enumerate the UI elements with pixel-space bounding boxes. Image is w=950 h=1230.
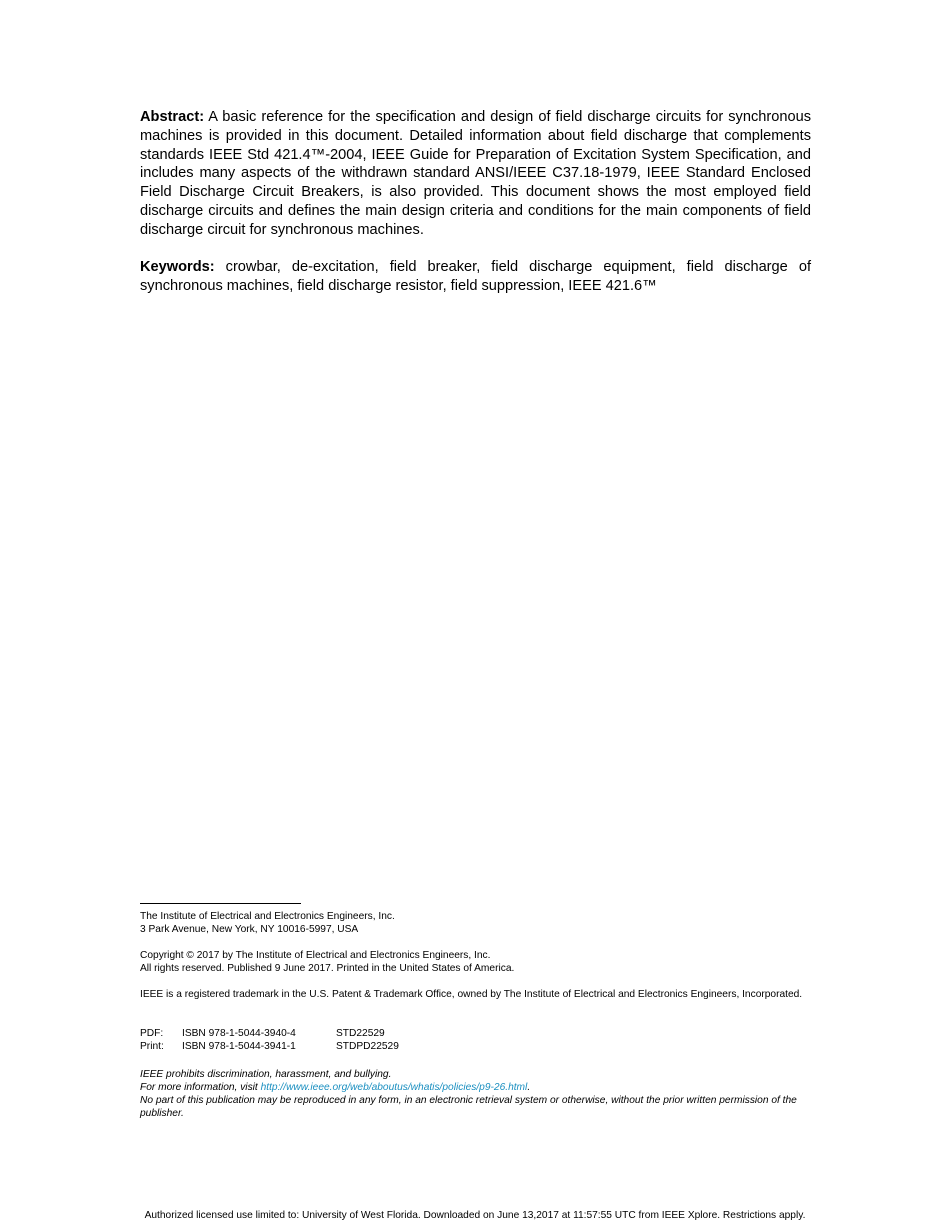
more-info-line xyxy=(140,1081,811,1094)
isbn-format-label: Print: xyxy=(140,1041,164,1052)
more-info-suffix: . xyxy=(527,1082,531,1093)
abstract-section xyxy=(140,108,811,240)
keywords-paragraph xyxy=(140,258,811,296)
publisher-name: The Institute of Electrical and Electronics Engineers, Inc. xyxy=(140,911,395,922)
more-info-prefix: For more information, visit xyxy=(140,1082,261,1093)
keywords-section xyxy=(140,258,811,296)
abstract-paragraph xyxy=(140,108,811,240)
policy-link[interactable]: http://www.ieee.org/web/aboutus/whatis/policies/p9-26.html xyxy=(260,1082,528,1093)
rights-line: All rights reserved. Published 9 June 2017. Printed in the United States of America. xyxy=(140,963,515,974)
isbn-number: ISBN 978-1-5044-3941-1 xyxy=(182,1041,296,1052)
trademark-notice: IEEE is a registered trademark in the U.S. Patent & Trademark Office, owned by The Institute of Electrical and Electronics Engineers, Incorporated. xyxy=(140,989,803,1000)
isbn-code: STDPD22529 xyxy=(336,1041,399,1052)
copyright-info xyxy=(140,949,820,975)
reproduction-statement: No part of this publication may be reproduced in any form, in an electronic retrieval system or otherwise, without the prior written permission of the publisher. xyxy=(140,1095,797,1119)
abstract-label: Abstract: xyxy=(140,109,205,125)
footnote-divider xyxy=(140,903,301,904)
isbn-format-label: PDF: xyxy=(140,1028,164,1039)
legal-notice xyxy=(140,1068,811,1120)
copyright-line: Copyright © 2017 by The Institute of Electrical and Electronics Engineers, Inc. xyxy=(140,950,491,961)
isbn-row-print xyxy=(140,1040,820,1053)
publisher-info xyxy=(140,910,820,936)
discrimination-statement: IEEE prohibits discrimination, harassment, and bullying. xyxy=(140,1069,392,1080)
isbn-table xyxy=(140,1027,820,1053)
isbn-number: ISBN 978-1-5044-3940-4 xyxy=(182,1028,296,1039)
keywords-label: Keywords: xyxy=(140,259,215,275)
isbn-code: STD22529 xyxy=(336,1028,385,1039)
isbn-row-pdf xyxy=(140,1027,820,1040)
publisher-address: 3 Park Avenue, New York, NY 10016-5997, USA xyxy=(140,924,359,935)
abstract-text: A basic reference for the specification and design of field discharge circuits for synchronous machines is provided in this document. Detailed information about field discharge that complements standards IEEE Std 421.4™-2004, IEEE Guide for Preparation of Excitation System Specification, and includes many aspects of the withdrawn standard ANSI/IEEE C37.18-1979, IEEE Standard Enclosed Field Discharge Circuit Breakers, is also provided. This document shows the most employed field discharge circuits and defines the main design criteria and conditions for the main components of field discharge circuit for synchronous machines. xyxy=(140,109,811,238)
authorization-footer: Authorized licensed use limited to: University of West Florida. Downloaded on June 13,2017 at 11:57:55 UTC from IEEE Xplore. Restrictions apply. xyxy=(144,1210,806,1221)
keywords-text: crowbar, de-excitation, field breaker, field discharge equipment, field discharge of synchronous machines, field discharge resistor, field suppression, IEEE 421.6™ xyxy=(140,259,811,294)
